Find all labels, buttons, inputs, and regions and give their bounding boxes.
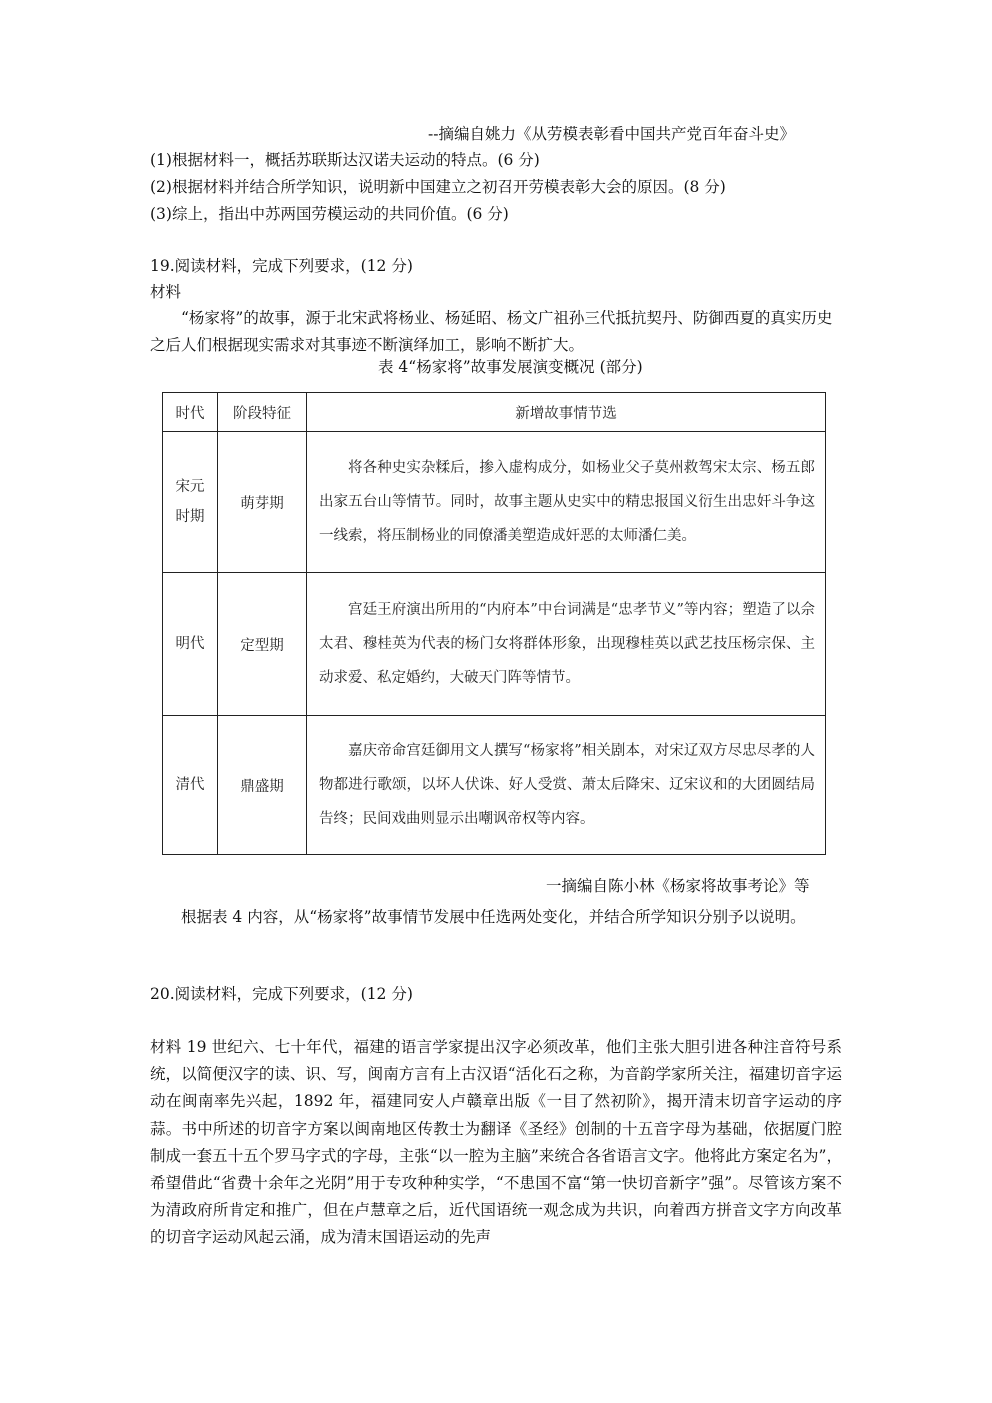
stage-cell: 定型期 <box>218 573 307 716</box>
table-source-citation: 一摘编自陈小林《杨家将故事考论》等 <box>546 877 810 895</box>
plot-cell: 嘉庆帝命宫廷御用文人撰写“杨家将”相关剧本，对宋辽双方尽忠尽孝的人物都进行歌颂，以坏人伏诛、好人受赏、萧太后降宋、辽宋议和的大团圆结局告终；民间戏曲则显示出嘲讽帝权等内容。 <box>307 716 826 855</box>
table-row <box>163 716 826 855</box>
plot-cell: 宫廷王府演出所用的“内府本”中台词满是“忠孝节义”等内容；塑造了以佘太君、穆桂英为代表的杨门女将群体形象，出现穆桂英以武艺技压杨宗保、主动求爱、私定婚约，大破天门阵等情节。 <box>307 573 826 716</box>
table-caption: 表 4“杨家将”故事发展演变概况 (部分) <box>378 358 643 376</box>
era-cell: 明代 <box>163 573 218 716</box>
era-cell: 宋元 时期 <box>163 432 218 573</box>
question-18-2: (2)根据材料并结合所学知识，说明新中国建立之初召开劳模表彰大会的原因。(8 分) <box>150 178 726 196</box>
question-19-instruction: 根据表 4 内容，从“杨家将”故事情节发展中任选两处变化，并结合所学知识分别予以说明。 <box>181 908 806 926</box>
stage-cell: 鼎盛期 <box>218 716 307 855</box>
material-paragraph: 材料 19 世纪六、七十年代，福建的语言学家提出汉字必须改革，他们主张大胆引进各种注音符号系统，以简便汉字的读、识、写，闽南方言有上古汉语“活化石之称，为音韵学家所关注，福建切音字运动在闽南率先兴起，1892 年，福建同安人卢赣章出版《一目了然初阶》，揭开清末切音字运动的序蒜。书中所述的切音字方案以闽南地区传教士为翻译《圣经》创制的十五音字母为基础，依据厦门腔制成一套五十五个罗马字式的字母，主张“以一腔为主脑”来统合各省语言文字。他将此方案定名为”，希望借此“省费十余年之光阴”用于专攻种种实学，“不患国不富“第一快切音新字”强”。尽管该方案不为清政府所肯定和推广，但在卢慧章之后，近代国语统一观念成为共识，向着西方拼音文字方向改革的切音字运动风起云涌，成为清末国语运动的先声 <box>150 1038 842 1247</box>
question-19-heading: 19.阅读材料，完成下列要求，(12 分) <box>150 257 413 275</box>
header-stage: 阶段特征 <box>218 393 307 432</box>
source-citation: --摘编自姚力《从劳模表彰看中国共产党百年奋斗史》 <box>428 125 795 143</box>
question-20-heading: 20.阅读材料，完成下列要求，(12 分) <box>150 985 413 1003</box>
era-cell: 清代 <box>163 716 218 855</box>
material-paragraph: “杨家将”的故事，源于北宋武将杨业、杨延昭、杨文广祖孙三代抵抗契丹、防御西夏的真实历史之后人们根据现实需求对其事迹不断演绎加工，影响不断扩大。 <box>150 309 833 354</box>
table-header-row <box>163 393 826 432</box>
stage-cell: 萌芽期 <box>218 432 307 573</box>
header-plot: 新增故事情节选 <box>307 393 826 432</box>
table-row <box>163 432 826 573</box>
material-label: 材料 <box>150 283 182 301</box>
plot-cell: 将各种史实杂糅后，掺入虚构成分，如杨业父子莫州救驾宋太宗、杨五郎出家五台山等情节。同时，故事主题从史实中的精忠报国义衍生出忠奸斗争这一线索，将压制杨业的同僚潘美塑造成奸恶的太师潘仁美。 <box>307 432 826 573</box>
header-era: 时代 <box>163 393 218 432</box>
table-row <box>163 573 826 716</box>
question-18-1: (1)根据材料一，概括苏联斯达汉诺夫运动的特点。(6 分) <box>150 151 540 169</box>
question-18-3: (3)综上，指出中苏两国劳模运动的共同价值。(6 分) <box>150 205 509 223</box>
story-evolution-table <box>162 392 826 855</box>
